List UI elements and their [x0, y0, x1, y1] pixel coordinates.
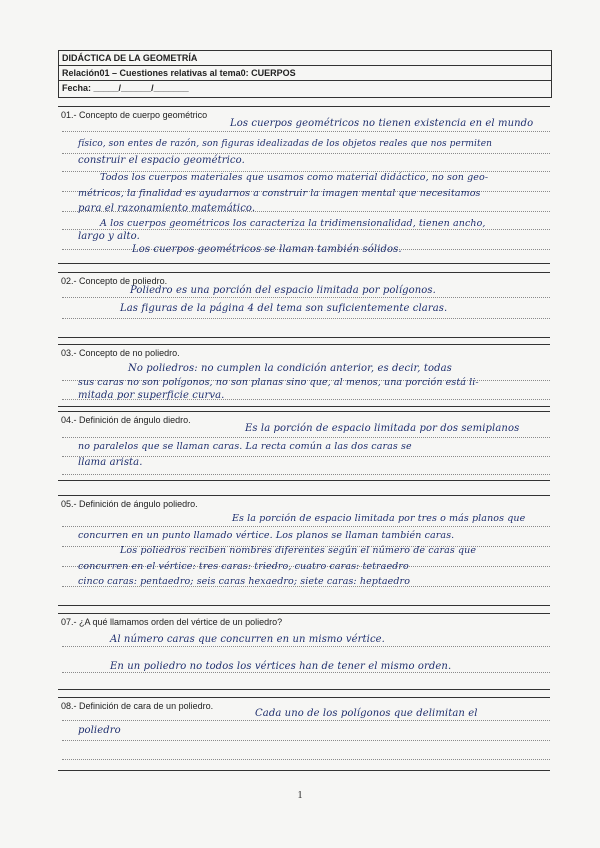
ruled-line: [62, 318, 550, 319]
answer-03-line-1: No poliedros: no cumplen la condición anterior, es decir, todas: [128, 363, 452, 374]
answer-01-line-1: Los cuerpos geométricos no tienen existencia en el mundo: [230, 118, 534, 129]
answer-07-line-2: En un poliedro no todos los vértices han de tener el mismo orden.: [110, 661, 452, 672]
question-07: 07.- ¿A qué llamamos orden del vértice de un poliedro?: [61, 617, 283, 627]
answer-03-line-2: sus caras no son polígonos, no son planas sino que, al menos, una porción está li-: [78, 377, 479, 388]
ruled-line: [62, 131, 550, 132]
question-02: 02.- Concepto de poliedro.: [61, 276, 168, 286]
ruled-line: [62, 646, 550, 647]
ruled-line: [62, 672, 550, 673]
ruled-line: [62, 759, 550, 760]
answer-04-line-2: no paralelos que se llaman caras. La recta común a las dos caras se: [78, 441, 412, 452]
answer-08-line-2: poliedro: [78, 725, 121, 736]
ruled-line: [62, 153, 550, 154]
answer-07-line-1: Al número caras que concurren en un mismo vértice.: [110, 634, 385, 645]
answer-05-line-5: cinco caras: pentaedro; seis caras hexaedro; siete caras: heptaedro: [78, 576, 411, 587]
question-03: 03.- Concepto de no poliedro.: [61, 348, 180, 358]
question-08: 08.- Definición de cara de un poliedro.: [61, 701, 214, 711]
ruled-line: [62, 526, 550, 527]
date-field: Fecha: _____/______/_______: [62, 83, 189, 93]
answer-01-line-2: físico, son entes de razón, son figuras idealizadas de los objetos reales que nos permiten: [78, 139, 493, 149]
answer-01-line-9: Los cuerpos geométricos se llaman también sólidos.: [132, 244, 402, 255]
answer-03-line-3: mitada por superficie curva.: [78, 390, 225, 401]
ruled-line: [62, 720, 550, 721]
section-07: [58, 613, 550, 690]
question-01: 01.- Concepto de cuerpo geométrico: [61, 110, 208, 120]
answer-04-line-3: llama arista.: [78, 457, 143, 468]
answer-01-line-4: Todos los cuerpos materiales que usamos como material didáctico, no son geo-: [100, 172, 489, 183]
answer-05-line-3: Los poliedros reciben nombres diferentes según el número de caras que: [120, 545, 477, 556]
course-title: DIDÁCTICA DE LA GEOMETRÍA: [59, 51, 551, 66]
page-number: 1: [297, 790, 303, 801]
ruled-line: [62, 297, 550, 298]
answer-05-line-2: concurren en un punto llamado vértice. Los planos se llaman también caras.: [78, 530, 455, 541]
answer-01-line-7: A los cuerpos geométricos los caracteriza la tridimensionalidad, tienen ancho,: [100, 218, 486, 229]
question-05: 05.- Definición de ángulo poliedro.: [61, 499, 198, 509]
relation-title: Relación01 – Cuestiones relativas al tema0: CUERPOS: [59, 66, 551, 81]
worksheet-header: [58, 50, 552, 98]
answer-05-line-4: concurren en el vértice: tres caras: triedro, cuatro caras: tetraedro: [78, 561, 409, 572]
answer-04-line-1: Es la porción de espacio limitada por dos semiplanos: [245, 423, 520, 434]
answer-08-line-1: Cada uno de los polígonos que delimitan el: [255, 708, 478, 719]
answer-01-line-8: largo y alto.: [78, 231, 140, 242]
answer-01-line-6: para el razonamiento matemático.: [78, 203, 256, 214]
ruled-line: [62, 437, 550, 438]
question-04: 04.- Definición de ángulo diedro.: [61, 415, 191, 425]
ruled-line: [62, 740, 550, 741]
ruled-line: [62, 474, 550, 475]
answer-05-line-1: Es la porción de espacio limitada por tres o más planos que: [232, 513, 526, 524]
answer-02-line-2: Las figuras de la página 4 del tema son suficientemente claras.: [120, 303, 448, 314]
answer-01-line-5: métricos, la finalidad es ayudarnos a construir la imagen mental que necesitamos: [78, 188, 481, 199]
answer-01-line-3: construir el espacio geométrico.: [78, 155, 245, 166]
ruled-line: [62, 229, 550, 230]
answer-02-line-1: Poliedro es una porción del espacio limitada por polígonos.: [130, 285, 436, 296]
